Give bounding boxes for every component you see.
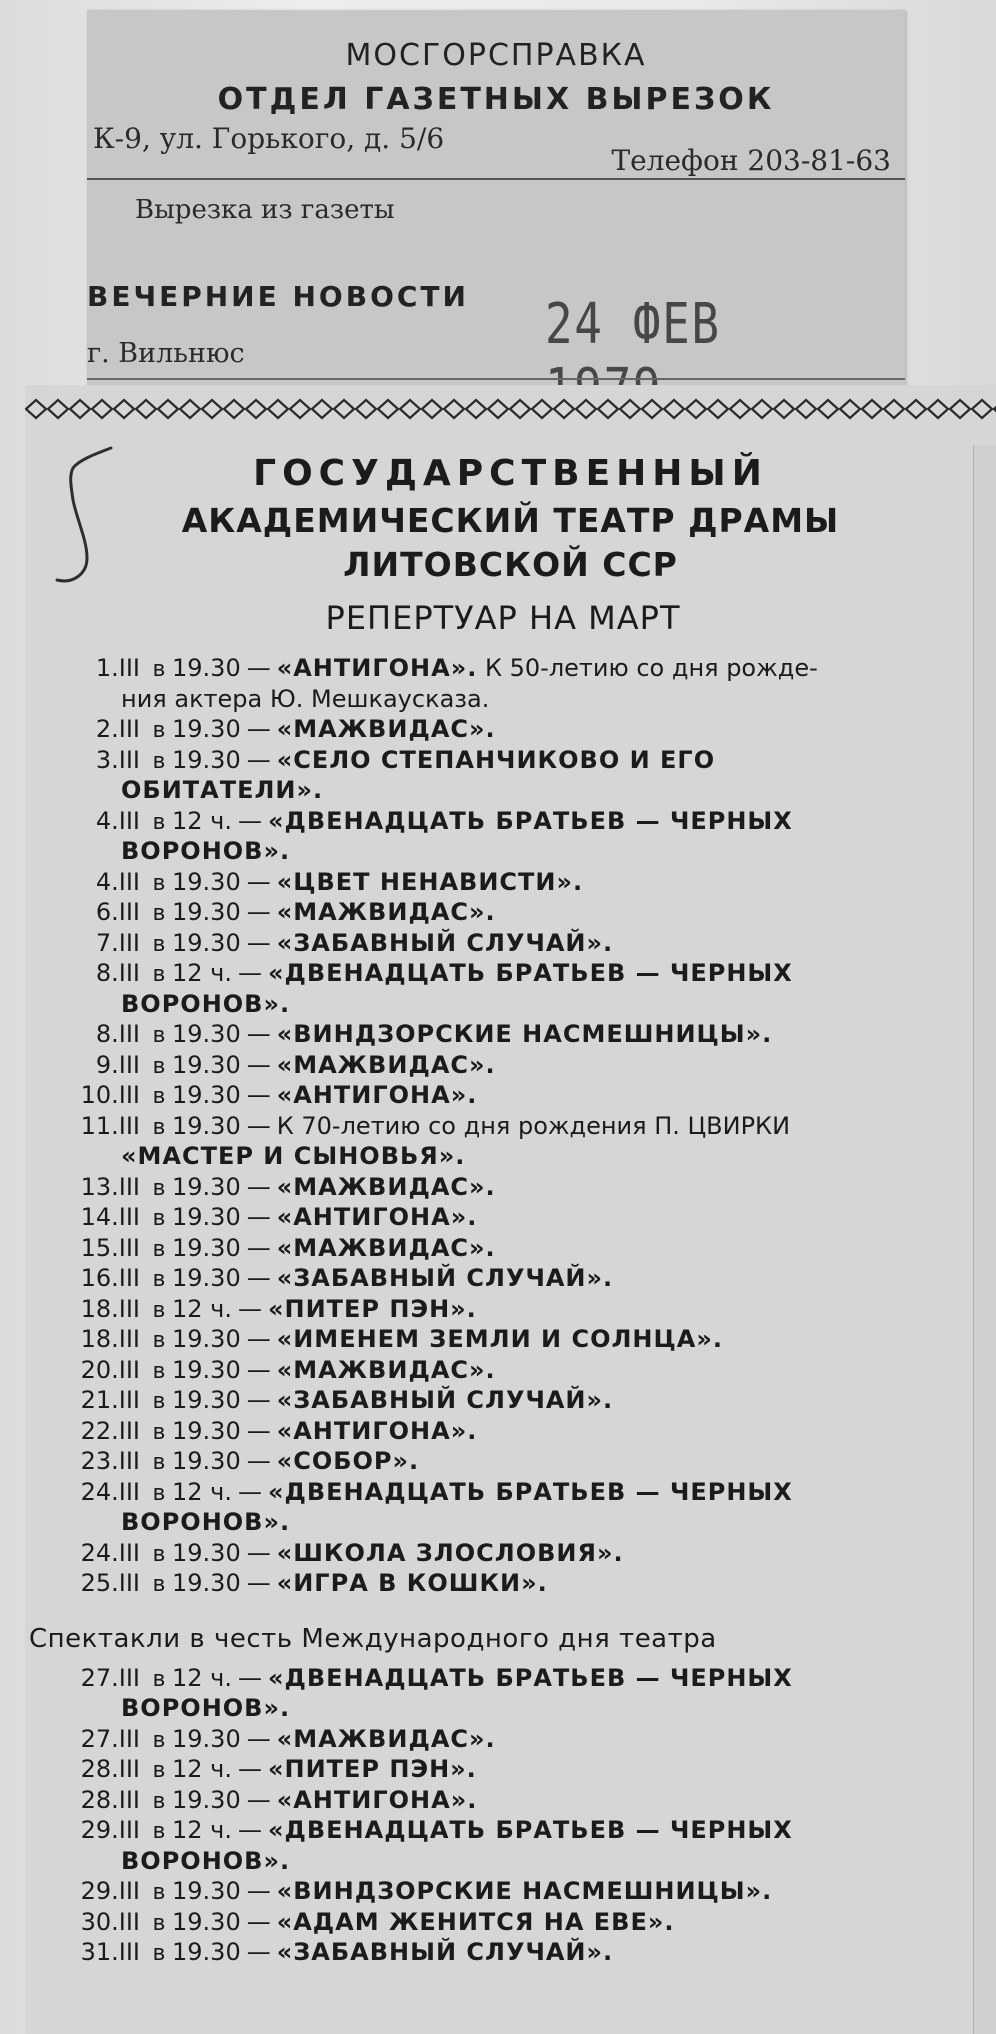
entry-dash: —: [246, 1325, 271, 1353]
entry-preposition: в: [152, 1758, 166, 1783]
entry-date: 21.III: [80, 1386, 140, 1414]
schedule-entry: [25, 1019, 985, 1050]
entry-play-title: «ПИТЕР ПЭН».: [267, 1294, 477, 1323]
entry-play-title: «АНТИГОНА».: [276, 1081, 478, 1109]
city: г. Вильнюс: [87, 338, 245, 369]
entry-note: К 50-летию со дня рожде-: [477, 654, 818, 682]
entry-dash: —: [246, 1203, 271, 1231]
entry-dash: —: [246, 1020, 271, 1048]
entry-date: 27.III: [80, 1663, 140, 1692]
entry-play-title: «МАЖВИДАС».: [276, 1172, 496, 1201]
schedule-entry: [25, 1907, 985, 1938]
entry-date: 20.III: [80, 1355, 140, 1384]
entry-preposition: в: [152, 1267, 166, 1292]
entry-date: 29.III: [80, 1877, 140, 1905]
entry-dash: —: [246, 867, 271, 896]
entry-time: 19.30: [172, 898, 241, 926]
entry-preposition: в: [152, 657, 166, 682]
entry-time: 19.30: [172, 1907, 241, 1936]
entry-play-title: «ЦВЕТ НЕНАВИСТИ».: [276, 867, 584, 896]
entry-play-title: «ШКОЛА ЗЛОСЛОВИЯ».: [276, 1538, 624, 1567]
entry-preposition: в: [152, 1788, 166, 1814]
entry-play-title: «ВИНДЗОРСКИЕ НАСМЕШНИЦЫ».: [276, 1020, 773, 1048]
entry-dash: —: [246, 1724, 271, 1753]
entry-dash: —: [237, 1755, 262, 1783]
entry-dash: —: [246, 1264, 271, 1292]
entry-date: 18.III: [80, 1325, 140, 1353]
entry-dash: —: [237, 1816, 262, 1844]
entry-preposition: в: [152, 1541, 166, 1567]
cut-label: Вырезка из газеты: [135, 195, 395, 225]
entry-preposition: в: [152, 1297, 166, 1323]
entry-play-title: «АНТИГОНА».: [276, 1785, 478, 1814]
entry-play-title: «АНТИГОНА».: [276, 1416, 478, 1445]
entry-preposition: в: [152, 1450, 166, 1475]
schedule-entry: [25, 1416, 985, 1447]
entry-time: 19.30: [172, 867, 241, 896]
entry-date: 24.III: [80, 1477, 140, 1506]
entry-time: 19.30: [172, 1264, 241, 1292]
entry-time: 19.30: [172, 928, 241, 957]
schedule-entry: [25, 1876, 985, 1907]
entry-preposition: в: [152, 931, 166, 957]
entry-preposition: в: [152, 962, 166, 987]
schedule-entry: [25, 1446, 985, 1477]
entry-preposition: в: [152, 1175, 166, 1201]
entry-play-title: «МАЖВИДАС».: [276, 1050, 496, 1079]
schedule-entry: [25, 1324, 985, 1355]
entry-date: 2.III: [95, 715, 140, 743]
entry-continuation: ВОРОНОВ».: [121, 1694, 291, 1722]
entry-preposition: в: [152, 1572, 166, 1597]
schedule-entry: [25, 1663, 985, 1694]
schedule-entry: [25, 1172, 985, 1203]
entry-date: 29.III: [80, 1816, 140, 1844]
entry-date: 4.III: [95, 867, 140, 896]
entry-date: 24.III: [80, 1538, 140, 1567]
entry-preposition: в: [152, 809, 166, 835]
entry-continuation: ВОРОНОВ».: [121, 1508, 291, 1536]
entry-preposition: в: [152, 1880, 166, 1905]
entry-play-title: «ДВЕНАДЦАТЬ БРАТЬЕВ — ЧЕРНЫХ: [267, 1477, 793, 1506]
address: К-9, ул. Горького, д. 5/6: [93, 122, 445, 155]
entry-play-title: «ДВЕНАДЦАТЬ БРАТЬЕВ — ЧЕРНЫХ: [267, 959, 793, 987]
entry-time: 19.30: [172, 1233, 241, 1262]
entry-preposition: в: [152, 718, 166, 743]
schedule-entry: [25, 806, 985, 837]
repertoire-list: [25, 653, 985, 1968]
entry-dash: —: [246, 1538, 271, 1567]
entry-play-title: «ВИНДЗОРСКИЕ НАСМЕШНИЦЫ».: [276, 1877, 773, 1905]
entry-preposition: в: [152, 1941, 166, 1966]
entry-date: 25.III: [80, 1569, 140, 1597]
theatre-title-line-3: ЛИТОВСКОЙ ССР: [343, 545, 678, 584]
entry-preposition: в: [152, 1727, 166, 1753]
schedule-entry: [25, 745, 985, 776]
entry-play-title: «ПИТЕР ПЭН».: [267, 1755, 477, 1783]
entry-preposition: в: [152, 1419, 166, 1445]
entry-preposition: в: [152, 870, 166, 896]
entry-preposition: в: [152, 748, 166, 774]
entry-continuation: ОБИТАТЕЛИ».: [121, 776, 324, 804]
entry-time: 19.30: [172, 654, 241, 682]
schedule-entry: [25, 867, 985, 898]
entry-continuation: ВОРОНОВ».: [121, 1846, 291, 1875]
entry-dash: —: [237, 1663, 262, 1692]
entry-date: 8.III: [95, 959, 140, 987]
schedule-entry: [25, 1724, 985, 1755]
entry-play-title: «ЗАБАВНЫЙ СЛУЧАЙ».: [276, 1938, 614, 1966]
entry-dash: —: [246, 1111, 271, 1140]
entry-time: 19.30: [172, 1416, 241, 1445]
entry-time: 19.30: [172, 1938, 241, 1966]
entry-time: 19.30: [172, 1325, 241, 1353]
entry-play-title: «ДВЕНАДЦАТЬ БРАТЬЕВ — ЧЕРНЫХ: [267, 1816, 793, 1844]
entry-play-title: «МАЖВИДАС».: [276, 1724, 496, 1753]
entry-time: 19.30: [172, 1724, 241, 1753]
schedule-entry: [25, 1754, 985, 1785]
entry-date: 10.III: [80, 1081, 140, 1109]
entry-time: 19.30: [172, 1386, 241, 1414]
entry-date: 30.III: [80, 1907, 140, 1936]
schedule-entry: [25, 1937, 985, 1968]
entry-play-title: «МАЖВИДАС».: [276, 898, 496, 926]
entry-dash: —: [246, 1938, 271, 1966]
entry-preposition: в: [152, 1114, 166, 1140]
schedule-entry: [25, 897, 985, 928]
entry-play-title: «МАЖВИДАС».: [276, 715, 496, 743]
entry-play-title: «ИГРА В КОШКИ».: [276, 1569, 548, 1597]
entry-time: 19.30: [172, 1203, 241, 1231]
entry-date: 22.III: [80, 1416, 140, 1445]
entry-dash: —: [246, 1233, 271, 1262]
entry-continuation: ВОРОНОВ».: [121, 837, 291, 865]
entry-dash: —: [246, 1050, 271, 1079]
entry-time: 19.30: [172, 1447, 241, 1475]
entry-dash: —: [246, 1355, 271, 1384]
entry-preposition: в: [152, 1328, 166, 1353]
entry-dash: —: [246, 1907, 271, 1936]
entry-date: 3.III: [95, 745, 140, 774]
entry-time: 19.30: [172, 1569, 241, 1597]
entry-play-title: «АДАМ ЖЕНИТСЯ НА ЕВЕ».: [276, 1907, 675, 1936]
entry-preposition: в: [152, 1910, 166, 1936]
ornament-border: [25, 397, 996, 421]
entry-play-title: «АНТИГОНА».: [276, 1203, 478, 1231]
schedule-entry: [25, 1202, 985, 1233]
entry-play-title: «МАЖВИДАС».: [276, 1233, 496, 1262]
entry-time: 12 ч.: [172, 1816, 232, 1844]
entry-date: 8.III: [95, 1020, 140, 1048]
entry-time: 12 ч.: [172, 1477, 232, 1506]
entry-time: 19.30: [172, 1355, 241, 1384]
org-name: МОСГОРСПРАВКА: [345, 38, 647, 73]
entry-preposition: в: [152, 1084, 166, 1109]
entry-date: 4.III: [95, 806, 140, 835]
entry-date: 14.III: [80, 1203, 140, 1231]
clipping-service-slip: [87, 10, 905, 405]
entry-time: 12 ч.: [172, 959, 232, 987]
schedule-entry: [25, 1050, 985, 1081]
entry-play-title: «ДВЕНАДЦАТЬ БРАТЬЕВ — ЧЕРНЫХ: [267, 806, 793, 835]
entry-play-title: «ЗАБАВНЫЙ СЛУЧАЙ».: [276, 1386, 614, 1414]
entry-date: 6.III: [95, 898, 140, 926]
schedule-entry: [25, 1111, 985, 1142]
schedule-entry: [25, 1538, 985, 1569]
schedule-entry: [25, 1385, 985, 1416]
entry-date: 7.III: [95, 928, 140, 957]
entry-date: 31.III: [80, 1938, 140, 1966]
divider: [87, 178, 905, 180]
entry-preposition: в: [152, 901, 166, 926]
entry-dash: —: [246, 898, 271, 926]
entry-date: 9.III: [95, 1050, 140, 1079]
divider: [87, 378, 905, 380]
entry-dash: —: [246, 1785, 271, 1814]
newspaper-clipping: [25, 385, 996, 2034]
entry-preposition: в: [152, 1023, 166, 1048]
entry-time: 19.30: [172, 715, 241, 743]
entry-dash: —: [246, 745, 271, 774]
entry-dash: —: [246, 1172, 271, 1201]
date-stamp: 24 ФЕВ: [545, 292, 721, 357]
department-name: ОТДЕЛ ГАЗЕТНЫХ ВЫРЕЗОК: [217, 82, 775, 117]
schedule-entry: [25, 928, 985, 959]
entry-time: 19.30: [172, 1111, 241, 1140]
schedule-entry: [25, 1785, 985, 1816]
section-heading: Спектакли в честь Международного дня театра: [29, 1623, 717, 1654]
entry-dash: —: [237, 1294, 262, 1323]
entry-dash: —: [237, 1477, 262, 1506]
entry-preposition: в: [152, 1053, 166, 1079]
entry-date: 23.III: [80, 1447, 140, 1475]
entry-date: 1.III: [95, 654, 140, 682]
schedule-entry: [25, 1355, 985, 1386]
entry-date: 28.III: [80, 1785, 140, 1814]
entry-preposition: в: [152, 1358, 166, 1384]
entry-time: 19.30: [172, 1081, 241, 1109]
entry-date: 28.III: [80, 1755, 140, 1783]
schedule-entry: [25, 1568, 985, 1599]
entry-dash: —: [246, 1386, 271, 1414]
entry-play-title: «ЗАБАВНЫЙ СЛУЧАЙ».: [276, 1264, 614, 1292]
entry-play-title: «ИМЕНЕМ ЗЕМЛИ И СОЛНЦА».: [276, 1325, 723, 1353]
entry-dash: —: [246, 715, 271, 743]
entry-time: 12 ч.: [172, 1294, 232, 1323]
entry-preposition: в: [152, 1819, 166, 1844]
theatre-title-line-1: ГОСУДАРСТВЕННЫЙ: [253, 453, 768, 494]
schedule-entry: [25, 1477, 985, 1508]
schedule-entry: [25, 714, 985, 745]
entry-time: 12 ч.: [172, 806, 232, 835]
schedule-entry: [25, 1233, 985, 1264]
entry-dash: —: [237, 959, 262, 987]
entry-dash: —: [246, 1877, 271, 1905]
entry-play-title: «ДВЕНАДЦАТЬ БРАТЬЕВ — ЧЕРНЫХ: [267, 1663, 793, 1692]
entry-play-title: «СЕЛО СТЕПАНЧИКОВО И ЕГО: [276, 745, 716, 774]
entry-preposition: в: [152, 1389, 166, 1414]
entry-time: 19.30: [172, 1877, 241, 1905]
entry-dash: —: [246, 654, 271, 682]
entry-continuation: «МАСТЕР И СЫНОВЬЯ».: [121, 1142, 466, 1170]
entry-dash: —: [246, 928, 271, 957]
entry-dash: —: [246, 1569, 271, 1597]
entry-dash: —: [246, 1416, 271, 1445]
entry-dash: —: [246, 1081, 271, 1109]
entry-preposition: в: [152, 1236, 166, 1262]
entry-date: 15.III: [80, 1233, 140, 1262]
entry-time: 19.30: [172, 745, 241, 774]
schedule-entry: [25, 1815, 985, 1846]
entry-time: 19.30: [172, 1785, 241, 1814]
schedule-entry: [25, 1294, 985, 1325]
entry-date: 27.III: [80, 1724, 140, 1753]
entry-date: 13.III: [80, 1172, 140, 1201]
theatre-title-line-2: АКАДЕМИЧЕСКИЙ ТЕАТР ДРАМЫ: [181, 501, 840, 540]
entry-play-title: «МАЖВИДАС».: [276, 1355, 496, 1384]
repertoire-subtitle: РЕПЕРТУАР НА МАРТ: [325, 599, 681, 637]
schedule-entry: [25, 653, 985, 684]
entry-continuation: ния актера Ю. Мешкаусказа.: [121, 684, 490, 713]
entry-date: 11.III: [80, 1111, 140, 1140]
schedule-entry: [25, 1080, 985, 1111]
entry-time: 12 ч.: [172, 1663, 232, 1692]
entry-preposition: в: [152, 1666, 166, 1692]
schedule-entry: [25, 958, 985, 989]
entry-play-title: «ЗАБАВНЫЙ СЛУЧАЙ».: [276, 928, 614, 957]
entry-time: 19.30: [172, 1020, 241, 1048]
entry-time: 19.30: [172, 1538, 241, 1567]
entry-note: К 70-летию со дня рождения П. ЦВИРКИ: [276, 1111, 791, 1140]
schedule-entry: [25, 1263, 985, 1294]
entry-dash: —: [237, 806, 262, 835]
phone-number: Телефон 203-81-63: [611, 144, 891, 177]
newspaper-name: ВЕЧЕРНИЕ НОВОСТИ: [87, 280, 469, 313]
entry-preposition: в: [152, 1206, 166, 1231]
entry-date: 16.III: [80, 1264, 140, 1292]
entry-play-title: «СОБОР».: [276, 1447, 420, 1475]
entry-play-title: «АНТИГОНА».: [276, 654, 478, 682]
entry-time: 19.30: [172, 1172, 241, 1201]
entry-time: 19.30: [172, 1050, 241, 1079]
entry-date: 18.III: [80, 1294, 140, 1323]
entry-time: 12 ч.: [172, 1755, 232, 1783]
entry-continuation: ВОРОНОВ».: [121, 989, 291, 1018]
entry-dash: —: [246, 1447, 271, 1475]
entry-preposition: в: [152, 1480, 166, 1506]
